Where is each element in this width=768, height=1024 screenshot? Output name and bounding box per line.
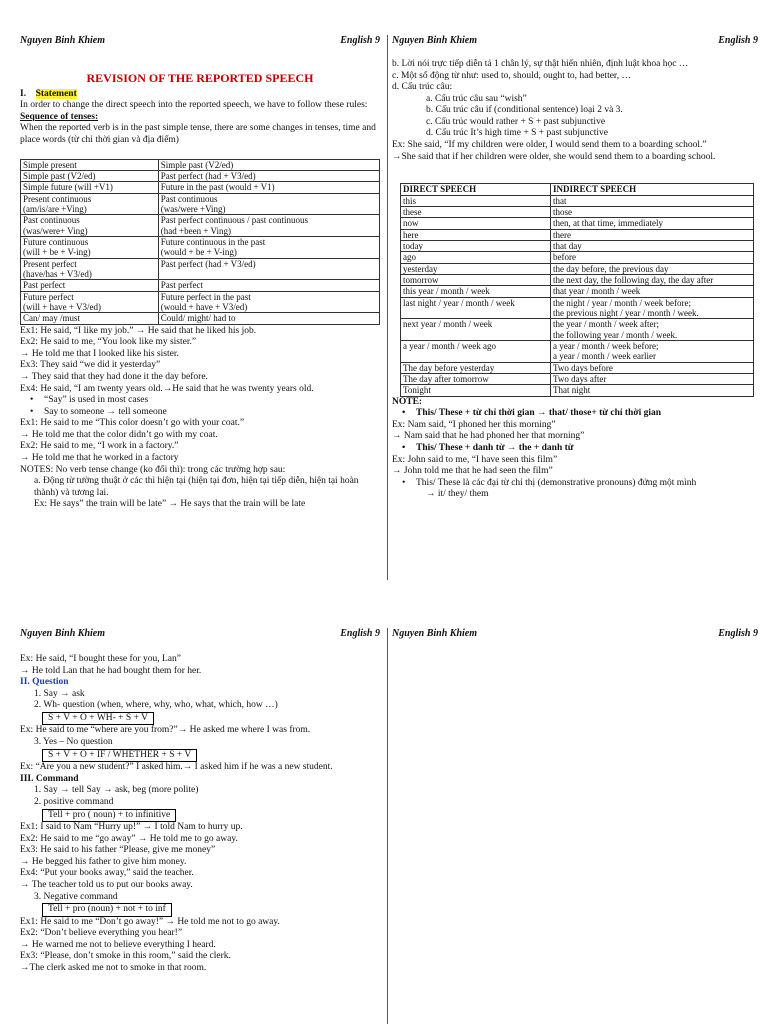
direct-word-cell: here [401, 229, 551, 240]
note-lines [392, 408, 758, 501]
direct-word-cell: this [401, 195, 551, 206]
note-line: Ex: Nam said, “I phoned her this morning” [392, 419, 556, 430]
page-1-right [392, 35, 758, 575]
column-divider-top [387, 35, 388, 580]
list-line: c. Một số động từ như: used to, should, ought to, had better, … [392, 70, 631, 81]
direct-word-cell: The day after tomorrow [401, 374, 551, 385]
table-row [401, 319, 754, 341]
direct-word-cell: The day before yesterday [401, 362, 551, 373]
list-line: b. Lời nói trực tiếp diễn tả 1 chân lý, sự thật hiển nhiên, định luật khoa học … [392, 59, 689, 69]
indirect-word-cell: that year / month / week [551, 286, 754, 297]
indirect-word-cell: that day [551, 240, 754, 251]
reported-tense-cell: Past perfect continuous / past continuous (had +been + Ving) [158, 215, 379, 237]
example-line: Ex2: He said to me, “I work in a factory.” [20, 441, 179, 452]
direct-tense-cell: Future perfect (will + have + V3/ed) [21, 291, 159, 313]
direct-word-cell: this year / month / week [401, 286, 551, 297]
example-line: a. Động từ tường thuật ở các thì hiện tại (hiện tại đơn, hiện tại tiếp diễn, hiện tại hoàn thành) và tương lai. [34, 476, 359, 498]
table-row [21, 236, 380, 258]
header-indirect-speech: INDIRECT SPEECH [551, 184, 754, 195]
no-change-cases [392, 59, 758, 163]
table-row [21, 313, 380, 324]
text-line: 1. Say → tell Say → ask, beg (more polite) [34, 785, 199, 796]
header-direct-speech: DIRECT SPEECH [401, 184, 551, 195]
reported-tense-cell: Past perfect (had + V3/ed) [158, 258, 379, 280]
example-line: → They said that they had done it the day before. [20, 371, 208, 382]
indirect-word-cell: That night [551, 385, 754, 396]
list-line: Ex: She said, “If my children were older, I would send them to a boarding school.” [392, 140, 707, 151]
table-row [401, 263, 754, 274]
note-line: → it/ they/ them [426, 489, 489, 500]
example-line: Ex1: He said to me “This color doesn’t go with your coat.” [20, 418, 245, 429]
header-author: Nguyen Binh Khiem [392, 35, 478, 46]
text-line: → He begged his father to give him money. [20, 856, 187, 867]
page-1-left [20, 35, 380, 575]
text-line: II. Question [20, 677, 69, 688]
text-line: 2. Wh- question (when, where, why, who, what, which, how …) [34, 700, 278, 711]
example-line: • “Say” is used in most cases [20, 395, 380, 407]
direct-tense-cell: Simple past (V2/ed) [21, 170, 159, 181]
direct-word-cell: Tonight [401, 385, 551, 396]
table-row [401, 240, 754, 251]
table-row [21, 182, 380, 193]
header-subject: English 9 [718, 628, 758, 639]
direct-tense-cell: Can/ may /must [21, 313, 159, 324]
example-line: • Say to someone → tell someone [20, 407, 380, 419]
direct-word-cell: last night / year / month / week [401, 297, 551, 319]
table-row [21, 170, 380, 181]
text-line: Ex2: “Don’t believe everything you hear!” [20, 928, 183, 939]
indirect-word-cell: the day before, the previous day [551, 263, 754, 274]
indirect-word-cell: before [551, 252, 754, 263]
note-line: → John told me that he had seen the film” [392, 466, 553, 477]
formula-box: Tell + pro (noun) + not + to inf [42, 903, 172, 917]
table-row [401, 218, 754, 229]
table-row [21, 280, 380, 291]
list-line: →She said that if her children were older, she would send them to a boarding school. [392, 151, 716, 162]
header-subject: English 9 [340, 628, 380, 639]
list-line: d. Cấu trúc câu: [392, 82, 453, 93]
direct-word-cell: a year / month / week ago [401, 341, 551, 363]
table-row [401, 195, 754, 206]
direct-word-cell: now [401, 218, 551, 229]
indirect-word-cell: then, at that time, immediately [551, 218, 754, 229]
text-line [20, 712, 380, 726]
example-line: → He told me that he worked in a factory [20, 453, 179, 464]
formula-box: S + V + O + WH- + S + V [42, 712, 154, 726]
example-line: Ex3: They said “we did it yesterday” [20, 360, 161, 371]
direct-word-cell: next year / month / week [401, 319, 551, 341]
note-line: • This/ These + danh từ → the + danh từ [392, 443, 758, 455]
table-row [401, 206, 754, 217]
example-line: Ex: He says” the train will be late” → He says that the train will be late [34, 499, 306, 510]
note-line: → Nam said that he had phoned her that morning” [392, 431, 585, 442]
direct-tense-cell: Present perfect (have/has + V3/ed) [21, 258, 159, 280]
direct-word-cell: yesterday [401, 263, 551, 274]
sequence-heading: Sequence of tenses: [20, 111, 99, 122]
page-header [392, 35, 758, 51]
text-line: 2. positive command [34, 796, 114, 807]
reported-tense-cell: Past continuous (was/were +Ving) [158, 193, 379, 215]
text-line: Ex: He said, “I bought these for you, Lan” [20, 654, 181, 664]
text-line: 1. Say → ask [34, 688, 85, 699]
direct-tense-cell: Past continuous (was/were+ Ving) [21, 215, 159, 237]
direct-word-cell: tomorrow [401, 274, 551, 285]
text-line: Ex4: “Put your books away,” said the teacher. [20, 868, 194, 879]
indirect-word-cell: the next day, the following day, the day after [551, 274, 754, 285]
note-line: Ex: John said to me, “I have seen this film” [392, 454, 558, 465]
table-row [401, 362, 754, 373]
indirect-word-cell: the night / year / month / week before; the previous night / year / month / week. [551, 297, 754, 319]
sequence-text: When the reported verb is in the past simple tense, there are some changes in tenses, time and place words (từ chỉ thời gian và địa điểm) [20, 123, 376, 145]
page-2-left [20, 628, 380, 1024]
question-command-section [20, 654, 380, 975]
indirect-word-cell: that [551, 195, 754, 206]
example-line: NOTES: No verb tense change (ko đổi thì): trong các trường hợp sau: [20, 464, 286, 475]
example-line: Ex4: He said, “I am twenty years old.→He said that he was twenty years old. [20, 383, 314, 394]
direct-tense-cell: Past perfect [21, 280, 159, 291]
list-line: c. Cấu trúc would rather + S + past subjunctive [426, 116, 606, 127]
text-line: → He told Lan that he had bought them for her. [20, 665, 202, 676]
reported-tense-cell: Past perfect (had + V3/ed) [158, 170, 379, 181]
note-line: • This/ These + từ chỉ thời gian → that/ those+ từ chỉ thời gian [392, 408, 758, 420]
table-row [21, 215, 380, 237]
note-line: • This/ These là các đại từ chỉ thị (demonstrative pronouns) đứng một mình [392, 478, 758, 490]
reported-tense-cell: Could/ might/ had to [158, 313, 379, 324]
text-line: Ex2: He said to me “go away” → He told me to go away. [20, 833, 238, 844]
table-row [401, 274, 754, 285]
text-line: Ex3: “Please, don’t smoke in this room,” said the clerk. [20, 951, 231, 962]
direct-word-cell: ago [401, 252, 551, 263]
table-row [401, 341, 754, 363]
statement-examples [20, 326, 380, 511]
text-line: Ex1: He said to me “Don’t go away!” → He told me not to go away. [20, 916, 280, 927]
text-line: Ex3: He said to his father “Please, give me money” [20, 845, 216, 856]
text-line [20, 749, 380, 763]
reported-tense-cell: Simple past (V2/ed) [158, 159, 379, 170]
note-heading: NOTE: [392, 396, 423, 407]
direct-tense-cell: Simple future (will +V1) [21, 182, 159, 193]
table-row [21, 258, 380, 280]
time-words-table [400, 183, 754, 397]
indirect-word-cell: Two days after [551, 374, 754, 385]
header-author: Nguyen Binh Khiem [20, 628, 106, 639]
reported-tense-cell: Future perfect in the past (would + have + V3/ed) [158, 291, 379, 313]
table-row [21, 159, 380, 170]
indirect-word-cell: those [551, 206, 754, 217]
example-line: Ex1: He said, “I like my job.” → He said that he liked his job. [20, 325, 257, 336]
direct-tense-cell: Present continuous (am/is/are +Ving) [21, 193, 159, 215]
text-line: 3. Yes – No question [34, 737, 113, 748]
column-divider-bottom [387, 628, 388, 1024]
text-line: III. Command [20, 773, 79, 784]
header-subject: English 9 [718, 35, 758, 46]
reported-tense-cell: Past perfect [158, 280, 379, 291]
indirect-word-cell: Two days before [551, 362, 754, 373]
header-author: Nguyen Binh Khiem [20, 35, 106, 46]
page-header [20, 628, 380, 644]
table-row [401, 385, 754, 396]
table-row [401, 374, 754, 385]
list-line: a. Cấu trúc câu sau “wish” [426, 93, 527, 104]
direct-tense-cell: Future continuous (will + be + V-ing) [21, 236, 159, 258]
table-row [21, 291, 380, 313]
text-line: Ex: “Are you a new student?” I asked him.→ I asked him if he was a new student. [20, 762, 333, 773]
header-subject: English 9 [340, 35, 380, 46]
formula-box: S + V + O + IF / WHETHER + S + V [42, 749, 197, 763]
example-line: Ex2: He said to me, “You look like my sister.” [20, 337, 197, 348]
tense-table [20, 159, 380, 325]
section-statement-heading: I. Statement [20, 88, 77, 99]
page-header [20, 35, 380, 51]
table-row [401, 286, 754, 297]
indirect-word-cell: there [551, 229, 754, 240]
direct-word-cell: these [401, 206, 551, 217]
formula-box: Tell + pro ( noun) + to infinitive [42, 809, 176, 823]
indirect-word-cell: a year / month / week before; a year / month / week earlier [551, 341, 754, 363]
direct-tense-cell: Simple present [21, 159, 159, 170]
text-line: → He warned me not to believe everything I heard. [20, 939, 216, 950]
direct-word-cell: today [401, 240, 551, 251]
text-line: Ex1: I said to Nam “Hurry up!” → I told Nam to hurry up. [20, 822, 243, 833]
table-row [401, 229, 754, 240]
example-line: → He told me that I looked like his sister. [20, 348, 179, 359]
text-line [20, 809, 380, 823]
text-line: 3. Negative command [34, 891, 118, 902]
indirect-word-cell: the year / month / week after; the following year / month / week. [551, 319, 754, 341]
text-line [20, 903, 380, 917]
reported-tense-cell: Future in the past (would + V1) [158, 182, 379, 193]
table-row [401, 252, 754, 263]
document-title: REVISION OF THE REPORTED SPEECH [86, 71, 314, 85]
table-row [401, 297, 754, 319]
list-line: b. Cấu trúc câu if (conditional sentence) loại 2 và 3. [426, 105, 623, 116]
intro-text: In order to change the direct speech into the reported speech, we have to follow these rules: [20, 100, 368, 111]
text-line: →The clerk asked me not to smoke in that room. [20, 963, 207, 974]
text-line: Ex: He said to me “where are you from?”→ He asked me where I was from. [20, 725, 311, 736]
example-line: → He told me that the color didn’t go with my coat. [20, 429, 218, 440]
table-row [21, 193, 380, 215]
reported-tense-cell: Future continuous in the past (would + be + V-ing) [158, 236, 379, 258]
page-header [392, 628, 758, 644]
page-2-right [392, 628, 758, 1024]
list-line: d. Cấu trúc It’s high time + S + past subjunctive [426, 128, 608, 139]
header-author: Nguyen Binh Khiem [392, 628, 478, 639]
text-line: → The teacher told us to put our books away. [20, 879, 193, 890]
